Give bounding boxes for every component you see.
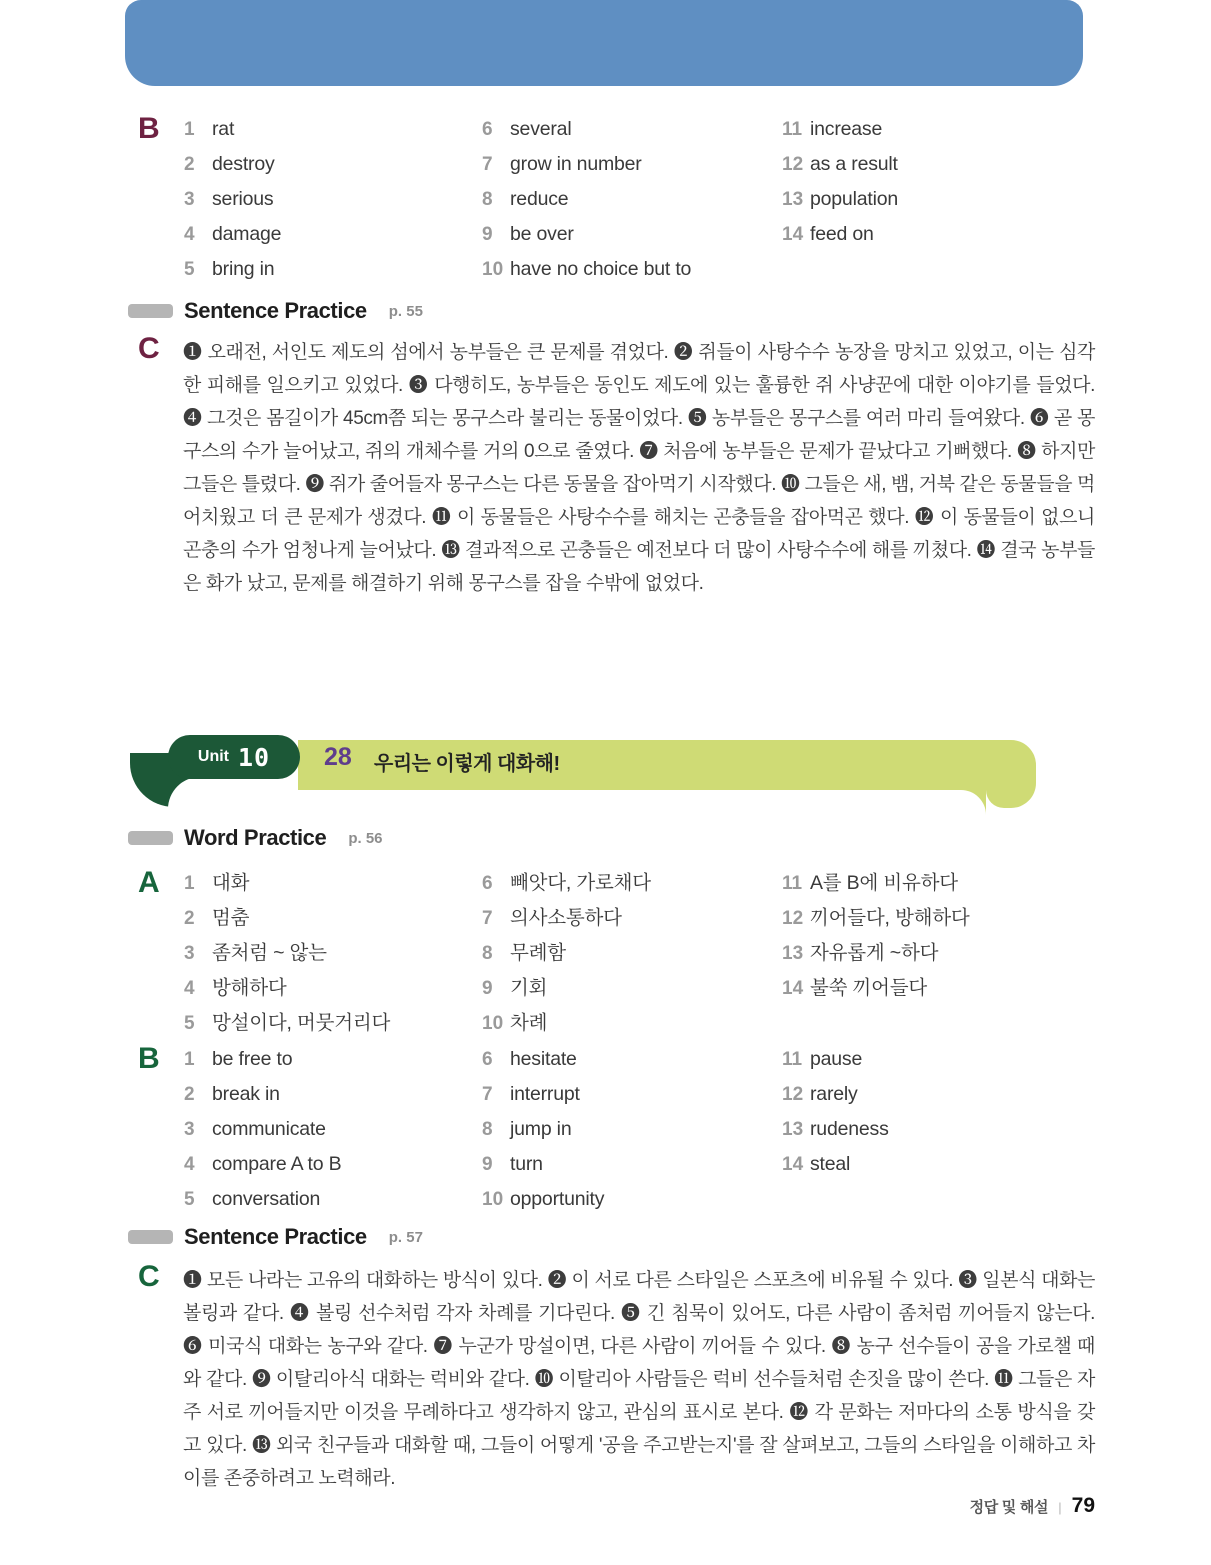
word-item: [184, 217, 482, 252]
item-number: 8: [482, 1119, 493, 1140]
translation-paragraph-unit28: ❶ 모든 나라는 고유의 대화하는 방식이 있다. ❷ 이 서로 다른 스타일은 스포츠에 비유될 수 있다. ❸ 일본식 대화는 볼링과 같다. ❹ 볼링 선수처럼 각자 차례를 기다린다. ❺ 긴 침묵이 있어도, 다른 사람이 좀처럼 끼어들지 않는다. ❻ 미국식 대화는 농구와 같다. ❼ 누군가 망설이면, 다른 사람이 끼어들 수 있다. ❽ 농구 선수들이 공을 가로챌 때와 같다. ❾ 이탈리아식 대화는 럭비와 같다. ❿ 이탈리아 사람들은 럭비 선수들처럼 손짓을 많이 쓴다. ⓫ 그들은 자주 서로 끼어들지만 이것을 무례하다고 생각하지 않고, 관심의 표시로 본다. ⓬ 각 문화는 저마다의 소통 방식을 갖고 있다. ⓭ 외국 친구들과 대화할 때, 그들이 어떻게 '공을 주고받는지'를 잘 살펴보고, 그들의 스타일을 이해하고 차이를 존중하려고 노력해라.: [183, 1270, 1095, 1489]
unit-banner: [128, 731, 1043, 817]
word-item: [482, 1182, 782, 1217]
word-item: [782, 147, 1102, 182]
item-number: 8: [482, 943, 493, 964]
section-letter-a: A: [138, 866, 160, 899]
word-item: [482, 901, 782, 936]
item-number: 2: [184, 908, 195, 929]
heading-pill-icon: [128, 304, 173, 318]
item-number: 11: [782, 119, 803, 140]
word-column-1: [184, 866, 482, 1041]
footer-divider: |: [1058, 1500, 1062, 1515]
item-word: 자유롭게 ~하다: [810, 942, 939, 964]
word-column-1: [184, 112, 482, 287]
word-item: [184, 1077, 482, 1112]
footer-label: 정답 및 해설: [969, 1499, 1049, 1516]
word-item: [184, 112, 482, 147]
word-column-2: [482, 866, 782, 1041]
item-word: serious: [212, 188, 274, 210]
item-word: turn: [510, 1153, 543, 1175]
item-number: 10: [482, 259, 504, 280]
item-number: 10: [482, 1189, 504, 1210]
item-word: reduce: [510, 188, 569, 210]
item-word: grow in number: [510, 153, 642, 175]
unit-label: Unit: [197, 748, 229, 765]
item-word: 빼앗다, 가로채다: [510, 872, 651, 894]
word-item: [184, 971, 482, 1006]
item-number: 4: [184, 224, 195, 245]
word-practice-heading-unit28: [128, 825, 383, 851]
heading-title: Sentence Practice: [184, 1224, 367, 1249]
word-practice-b-unit27: [138, 112, 1102, 287]
item-number: 1: [184, 119, 195, 140]
word-column-3: [782, 112, 1102, 287]
item-number: 6: [482, 873, 493, 894]
section-letter-c: C: [138, 332, 160, 365]
word-item: [482, 1112, 782, 1147]
sentence-practice-heading-unit27: [128, 298, 423, 324]
lesson-title: 우리는 이렇게 대화해!: [374, 753, 560, 775]
item-number: 9: [482, 1154, 493, 1175]
page-footer: [840, 1494, 1095, 1518]
item-number: 6: [482, 1049, 493, 1070]
item-word: jump in: [510, 1118, 572, 1140]
word-item: [482, 1042, 782, 1077]
translation-paragraph-unit27: ❶ 오래전, 서인도 제도의 섬에서 농부들은 큰 문제를 겪었다. ❷ 쥐들이 사탕수수 농장을 망치고 있었고, 이는 심각한 피해를 일으키고 있었다. ❸ 다행히도, 농부들은 동인도 제도에 있는 훌륭한 쥐 사냥꾼에 대한 이야기를 들었다. ❹ 그것은 몸길이가 45cm쯤 되는 몽구스라 불리는 동물이었다. ❺ 농부들은 몽구스를 여러 마리 들여왔다. ❻ 곧 몽구스의 수가 늘어났고, 쥐의 개체수를 거의 0으로 줄였다. ❼ 처음에 농부들은 문제가 끝났다고 기뻐했다. ❽ 하지만 그들은 틀렸다. ❾ 쥐가 줄어들자 몽구스는 다른 동물을 잡아먹기 시작했다. ❿ 그들은 새, 뱀, 거북 같은 동물들을 먹어치웠고 더 큰 문제가 생겼다. ⓫ 이 동물들은 사탕수수를 해치는 곤충들을 잡아먹곤 했다. ⓬ 이 동물들이 없으니 곤충의 수가 엄청나게 늘어났다. ⓭ 결과적으로 곤충들은 예전보다 더 많이 사탕수수에 해를 끼쳤다. ⓮ 결국 농부들은 화가 났고, 문제를 해결하기 위해 몽구스를 잡을 수밖에 없었다.: [183, 342, 1095, 594]
sentence-practice-heading-unit28: [128, 1224, 423, 1250]
item-word: 의사소통하다: [510, 907, 622, 929]
page-number: 79: [1071, 1494, 1095, 1517]
word-column-3: [782, 1042, 1102, 1217]
item-number: 12: [782, 154, 804, 175]
word-item: [782, 901, 1102, 936]
item-word: rat: [212, 118, 235, 140]
item-number: 3: [184, 189, 195, 210]
item-word: feed on: [810, 223, 874, 245]
item-number: 8: [482, 189, 493, 210]
item-word: 차례: [510, 1012, 548, 1034]
item-number: 7: [482, 908, 493, 929]
word-item: [482, 252, 782, 287]
word-item: [782, 1112, 1102, 1147]
word-column-2: [482, 1042, 782, 1217]
item-number: 13: [782, 943, 804, 964]
word-item: [782, 866, 1102, 901]
item-number: 2: [184, 154, 195, 175]
item-word: pause: [810, 1048, 863, 1070]
heading-page-ref: p. 57: [388, 1228, 423, 1246]
item-word: conversation: [212, 1188, 321, 1210]
word-item: [184, 1006, 482, 1041]
item-number: 1: [184, 1049, 195, 1070]
word-item: [782, 971, 1102, 1006]
item-number: 10: [482, 1013, 504, 1034]
item-number: 14: [782, 224, 804, 245]
item-word: as a result: [810, 153, 898, 175]
item-word: 방해하다: [212, 977, 287, 999]
word-practice-b-unit28: [138, 1042, 1102, 1217]
item-word: destroy: [212, 153, 275, 175]
item-word: be free to: [212, 1048, 293, 1070]
word-column-2: [482, 112, 782, 287]
item-word: 좀처럼 ~ 않는: [212, 942, 327, 964]
word-column-3: [782, 866, 1102, 1041]
word-item: [782, 217, 1102, 252]
item-number: 13: [782, 189, 804, 210]
heading-pill-icon: [128, 831, 173, 845]
word-item: [482, 147, 782, 182]
item-word: 무례함: [510, 942, 566, 964]
word-item: [184, 147, 482, 182]
unit-number: 10: [238, 742, 271, 772]
item-word: 망설이다, 머뭇거리다: [212, 1012, 391, 1034]
section-letter-b: B: [138, 112, 160, 145]
item-number: 4: [184, 1154, 195, 1175]
word-item: [482, 182, 782, 217]
heading-page-ref: p. 56: [348, 829, 383, 847]
top-header-band: [125, 0, 1083, 86]
word-item: [782, 182, 1102, 217]
banner-lime-tail: [986, 740, 1036, 808]
item-number: 9: [482, 224, 493, 245]
item-word: population: [810, 188, 898, 210]
item-word: several: [510, 118, 572, 140]
item-word: 멈춤: [212, 907, 250, 929]
item-number: 5: [184, 1013, 195, 1034]
section-letter-c: C: [138, 1260, 160, 1293]
item-number: 11: [782, 873, 803, 894]
item-word: hesitate: [510, 1048, 577, 1070]
item-number: 3: [184, 1119, 195, 1140]
item-number: 7: [482, 1084, 493, 1105]
item-number: 4: [184, 978, 195, 999]
item-word: damage: [212, 223, 282, 245]
word-item: [482, 866, 782, 901]
word-item: [482, 936, 782, 971]
item-number: 1: [184, 873, 195, 894]
item-number: 3: [184, 943, 195, 964]
word-item: [482, 971, 782, 1006]
item-word: rarely: [810, 1083, 858, 1105]
word-item: [482, 1147, 782, 1182]
item-word: 끼어들다, 방해하다: [810, 907, 970, 929]
item-word: be over: [510, 223, 574, 245]
item-word: communicate: [212, 1118, 326, 1140]
item-word: opportunity: [510, 1188, 605, 1210]
item-word: interrupt: [510, 1083, 580, 1105]
word-item: [184, 936, 482, 971]
heading-page-ref: p. 55: [388, 302, 423, 320]
word-item: [482, 1077, 782, 1112]
word-column-1: [184, 1042, 482, 1217]
word-item: [782, 1077, 1102, 1112]
item-number: 14: [782, 1154, 804, 1175]
heading-title: Word Practice: [184, 825, 327, 850]
item-word: steal: [810, 1153, 851, 1175]
item-number: 9: [482, 978, 493, 999]
item-word: compare A to B: [212, 1153, 342, 1175]
item-word: have no choice but to: [510, 258, 692, 280]
item-number: 7: [482, 154, 493, 175]
item-number: 2: [184, 1084, 195, 1105]
word-item: [184, 1042, 482, 1077]
heading-pill-icon: [128, 1230, 173, 1244]
lesson-number: 28: [324, 743, 352, 771]
item-word: bring in: [212, 258, 275, 280]
word-practice-a-unit28: [138, 866, 1102, 1041]
word-item: [184, 1182, 482, 1217]
item-number: 5: [184, 259, 195, 280]
section-letter-b: B: [138, 1042, 160, 1075]
word-item: [782, 112, 1102, 147]
unit-badge: [168, 735, 300, 779]
item-word: 기회: [510, 977, 548, 999]
word-item: [482, 217, 782, 252]
item-number: 12: [782, 908, 804, 929]
word-item: [482, 112, 782, 147]
item-number: 14: [782, 978, 804, 999]
word-item: [184, 182, 482, 217]
item-word: break in: [212, 1083, 280, 1105]
item-word: increase: [810, 118, 883, 140]
item-word: A를 B에 비유하다: [810, 872, 958, 894]
word-item: [184, 1147, 482, 1182]
item-word: rudeness: [810, 1118, 889, 1140]
word-item: [782, 936, 1102, 971]
item-word: 불쑥 끼어들다: [810, 977, 928, 999]
word-item: [782, 1042, 1102, 1077]
word-item: [184, 252, 482, 287]
word-item: [184, 866, 482, 901]
item-word: 대화: [212, 872, 250, 894]
word-item: [782, 1147, 1102, 1182]
word-item: [184, 901, 482, 936]
item-number: 13: [782, 1119, 804, 1140]
word-item: [482, 1006, 782, 1041]
item-number: 11: [782, 1049, 803, 1070]
item-number: 12: [782, 1084, 804, 1105]
item-number: 5: [184, 1189, 195, 1210]
word-item: [184, 1112, 482, 1147]
heading-title: Sentence Practice: [184, 298, 367, 323]
item-number: 6: [482, 119, 493, 140]
